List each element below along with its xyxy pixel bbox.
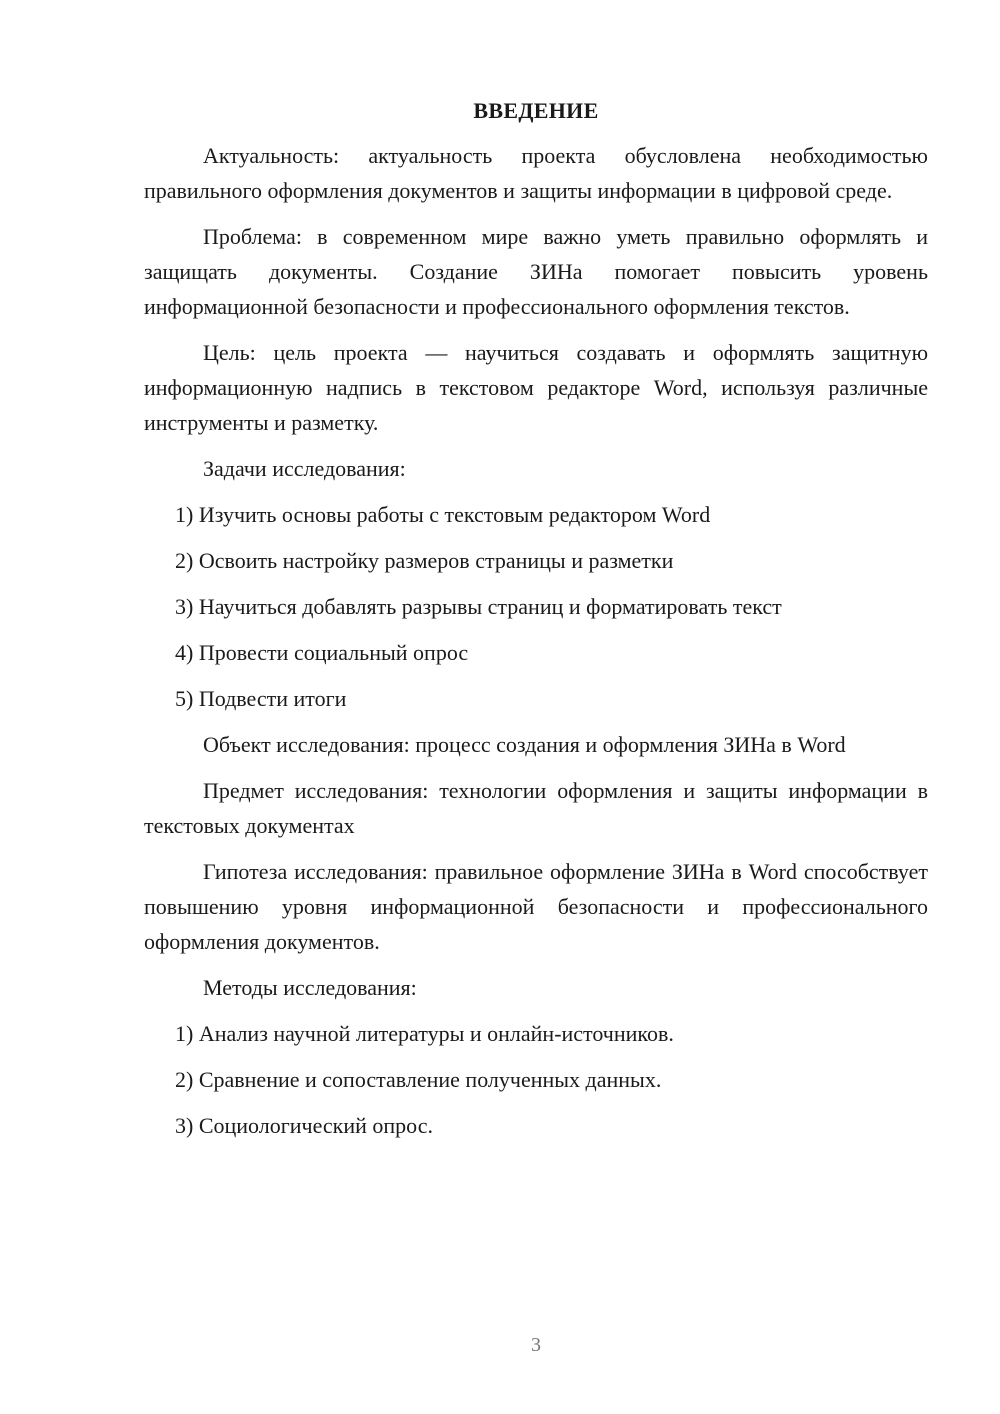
hypothesis-paragraph: Гипотеза исследования: правильное оформление ЗИНа в Word способствует повышению уровня информационной безопасности и профессионального оформления документов. xyxy=(144,859,928,954)
list-item: 2) Сравнение и сопоставление полученных данных. xyxy=(175,1067,662,1092)
object-paragraph: Объект исследования: процесс создания и оформления ЗИНа в Word xyxy=(203,732,846,757)
list-item: 2) Освоить настройку размеров страницы и разметки xyxy=(175,548,674,573)
methods-title: Методы исследования: xyxy=(203,975,417,1000)
relevance-paragraph: Актуальность: актуальность проекта обусловлена необходимостью правильного оформления документов и защиты информации в цифровой среде. xyxy=(144,143,928,203)
list-item: 4) Провести социальный опрос xyxy=(175,640,469,665)
goal-paragraph: Цель: цель проекта — научиться создавать и оформлять защитную информационную надпись в текстовом редакторе Word, используя различные инструменты и разметку. xyxy=(144,340,928,435)
subject-paragraph: Предмет исследования: технологии оформления и защиты информации в текстовых документах xyxy=(144,778,928,838)
list-item: 5) Подвести итоги xyxy=(175,686,347,711)
tasks-title: Задачи исследования: xyxy=(203,456,406,481)
page-number: 3 xyxy=(531,1334,541,1356)
tasks-list xyxy=(144,497,928,716)
methods-list xyxy=(144,1016,928,1143)
list-item: 1) Изучить основы работы с текстовым редактором Word xyxy=(175,502,711,527)
list-item: 3) Научиться добавлять разрывы страниц и форматировать текст xyxy=(175,594,782,619)
problem-paragraph: Проблема: в современном мире важно уметь правильно оформлять и защищать документы. Создание ЗИНа помогает повысить уровень информационной безопасности и профессионального оформления текстов. xyxy=(144,224,928,319)
list-item: 1) Анализ научной литературы и онлайн-источников. xyxy=(175,1021,674,1046)
section-heading: ВВЕДЕНИЕ xyxy=(473,98,599,123)
document-page xyxy=(144,96,928,1154)
list-item: 3) Социологический опрос. xyxy=(175,1113,433,1138)
